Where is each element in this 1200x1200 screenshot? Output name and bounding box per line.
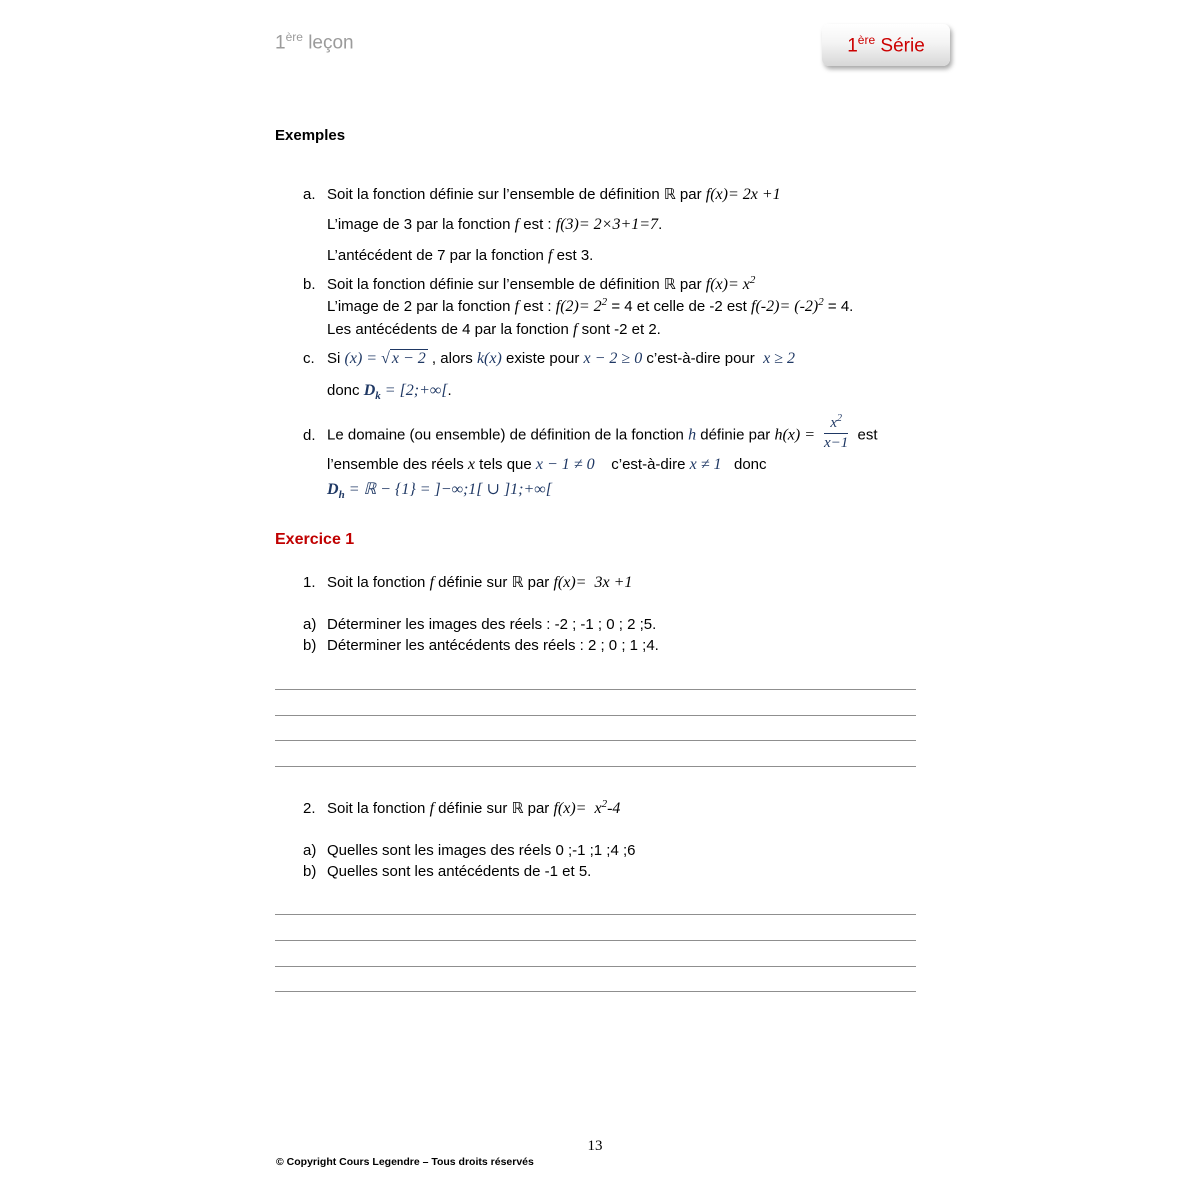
text: donc — [327, 382, 364, 399]
text: donc — [721, 456, 767, 473]
text: définie sur — [434, 800, 512, 817]
inequality-x-ne-1: x ≠ 1 — [689, 456, 722, 473]
example-a-line1 — [303, 185, 781, 205]
item-marker-a: a. — [303, 186, 316, 203]
text: existe pour — [501, 350, 584, 367]
formula-x: (x) = — [344, 350, 382, 367]
text: par — [675, 276, 706, 293]
question-2b-marker: b) — [303, 863, 317, 880]
domain-symbol-D: D — [327, 481, 339, 498]
lesson-label: leçon — [302, 32, 354, 54]
text: est : — [519, 216, 556, 233]
variable-x: x — [467, 456, 476, 473]
question-1b-text: Déterminer les antécédents des réels : 2 ; 0 ; 1 ;4. — [327, 637, 659, 654]
text: L’image de 2 par la fonction — [327, 298, 515, 315]
lesson-ordinal-sup: ère — [285, 30, 303, 44]
example-d-line1 — [303, 415, 878, 457]
text: c’est-à-dire pour — [642, 350, 764, 367]
series-ordinal-sup: ère — [857, 32, 876, 47]
inequality-x-minus-2: x − 2 ≥ 0 — [583, 350, 643, 367]
text: par — [675, 186, 706, 203]
fraction-denominator: x−1 — [824, 435, 849, 452]
radical-sign: √ — [381, 350, 390, 367]
item-marker-c: c. — [303, 350, 315, 367]
text: Soit la fonction — [327, 574, 430, 591]
question-2 — [303, 799, 620, 819]
text: Si — [327, 350, 345, 367]
example-b-line1 — [303, 275, 755, 295]
question-1a — [303, 616, 656, 635]
example-b-line3 — [327, 320, 661, 340]
exercise-heading: Exercice 1 — [275, 531, 355, 548]
question-1b — [303, 637, 659, 656]
lesson-number: 1 — [275, 32, 286, 54]
copyright-notice: © Copyright Cours Legendre – Tous droits réservés — [276, 1156, 534, 1168]
numerator-exponent: 2 — [837, 413, 842, 424]
text: Soit la fonction — [327, 800, 430, 817]
exponent-2: 2 — [601, 296, 608, 308]
fraction-x2-over-x-minus-1 — [824, 415, 848, 453]
formula-fx-2x-plus-1: f(x)= 2x +1 — [705, 186, 781, 203]
formula-kx: k(x) — [476, 350, 502, 367]
series-badge — [822, 24, 950, 66]
formula-f-minus2: f(-2)= (-2) — [751, 298, 819, 315]
domain-subscript-h: h — [338, 489, 345, 501]
sqrt-radical — [381, 349, 428, 367]
question-2b-text: Quelles sont les antécédents de -1 et 5. — [327, 863, 592, 880]
question-1a-marker: a) — [303, 616, 317, 633]
question-1 — [303, 573, 632, 593]
example-d-line3 — [327, 480, 552, 500]
formula-fx-x-squared: f(x)= x — [705, 276, 750, 293]
text: par — [523, 574, 554, 591]
inequality-x-ge-2: x ≥ 2 — [763, 350, 795, 367]
formula-fx-3x-plus-1: f(x)= 3x +1 — [553, 574, 633, 591]
text: , alors — [427, 350, 477, 367]
function-f: f — [573, 321, 578, 338]
question-2-marker: 2. — [303, 800, 316, 817]
inequality-x-minus-1-ne-0: x − 1 ≠ 0 — [535, 456, 595, 473]
series-badge-text — [847, 33, 925, 57]
fraction-numerator — [824, 415, 848, 434]
question-2a-text: Quelles sont les images des réels 0 ;-1 ;1 ;4 ;6 — [327, 842, 636, 859]
question-2a — [303, 842, 636, 861]
question-1a-text: Déterminer les images des réels : -2 ; -1 ; 0 ; 2 ;5. — [327, 616, 657, 633]
answer-line — [275, 766, 916, 767]
text: Le domaine (ou ensemble) de définition de la fonction — [327, 426, 689, 444]
domain-symbol-D: D — [363, 382, 376, 399]
answer-line — [275, 689, 916, 690]
answer-line — [275, 715, 916, 716]
text: par — [523, 800, 554, 817]
text: . — [447, 382, 452, 399]
question-1-marker: 1. — [303, 574, 316, 591]
example-a-line2 — [327, 215, 662, 235]
answer-line — [275, 914, 916, 915]
text: sont -2 et 2. — [577, 321, 661, 338]
formula-hx-equals: h(x) = — [774, 426, 820, 444]
domain-set-expression: = ℝ − {1} = ]−∞;1[ ∪ ]1;+∞[ — [344, 481, 552, 498]
domain-subscript-k: k — [375, 390, 381, 402]
text: c’est-à-dire — [594, 456, 690, 473]
question-2b — [303, 863, 591, 882]
answer-line — [275, 991, 916, 992]
text: est : — [519, 298, 556, 315]
text: Soit la fonction définie sur l’ensemble de définition — [327, 276, 664, 293]
item-marker-d: d. — [303, 426, 316, 444]
text: est — [853, 426, 878, 444]
real-numbers-symbol: ℝ — [663, 185, 676, 203]
examples-heading: Exemples — [275, 127, 346, 144]
example-c-line2 — [327, 381, 452, 401]
exponent-2: 2 — [749, 274, 756, 286]
function-f: f — [548, 247, 553, 264]
function-f: f — [514, 298, 520, 315]
answer-line — [275, 966, 916, 967]
text: est 3. — [552, 247, 594, 264]
item-marker-b: b. — [303, 276, 316, 293]
text: = 4. — [823, 298, 854, 315]
function-f: f — [429, 574, 435, 591]
example-d-line2 — [327, 455, 767, 475]
example-b-line2 — [327, 297, 853, 317]
exponent-2: 2 — [601, 798, 608, 810]
page-number: 13 — [587, 1138, 603, 1154]
function-h: h — [688, 426, 697, 444]
text: l’ensemble des réels — [327, 456, 468, 473]
answer-line — [275, 940, 916, 941]
text: définie par — [696, 426, 775, 444]
real-numbers-symbol: ℝ — [663, 275, 676, 293]
example-c-line1 — [303, 349, 795, 369]
formula-f2: f(2)= 2 — [555, 298, 602, 315]
text: définie sur — [434, 574, 512, 591]
formula-f3: f(3)= 2×3+1=7 — [555, 216, 659, 233]
real-numbers-symbol: ℝ — [511, 799, 524, 817]
example-a-line3 — [327, 246, 593, 266]
numerator-x: x — [830, 415, 837, 431]
formula-fx-x-squared: f(x)= x — [553, 800, 602, 817]
question-2a-marker: a) — [303, 842, 317, 859]
function-f: f — [514, 216, 520, 233]
series-number: 1 — [847, 35, 858, 57]
formula-minus-4: -4 — [607, 800, 621, 817]
text: = 4 et celle de -2 est — [607, 298, 752, 315]
text: Les antécédents de 4 par la fonction — [327, 321, 574, 338]
lesson-title — [275, 30, 354, 54]
series-label: Série — [875, 35, 925, 57]
question-1b-marker: b) — [303, 637, 317, 654]
answer-line — [275, 740, 916, 741]
domain-interval: = [2;+∞[ — [380, 382, 448, 399]
text: L’image de 3 par la fonction — [327, 216, 515, 233]
exponent-2: 2 — [818, 296, 824, 308]
function-f: f — [429, 800, 435, 817]
text: tels que — [475, 456, 536, 473]
text: Soit la fonction définie sur l’ensemble de définition — [327, 186, 664, 203]
text: L’antécédent de 7 par la fonction — [327, 247, 549, 264]
text: . — [658, 216, 663, 233]
real-numbers-symbol: ℝ — [511, 573, 524, 591]
radicand-x-minus-2: x − 2 — [391, 350, 426, 367]
